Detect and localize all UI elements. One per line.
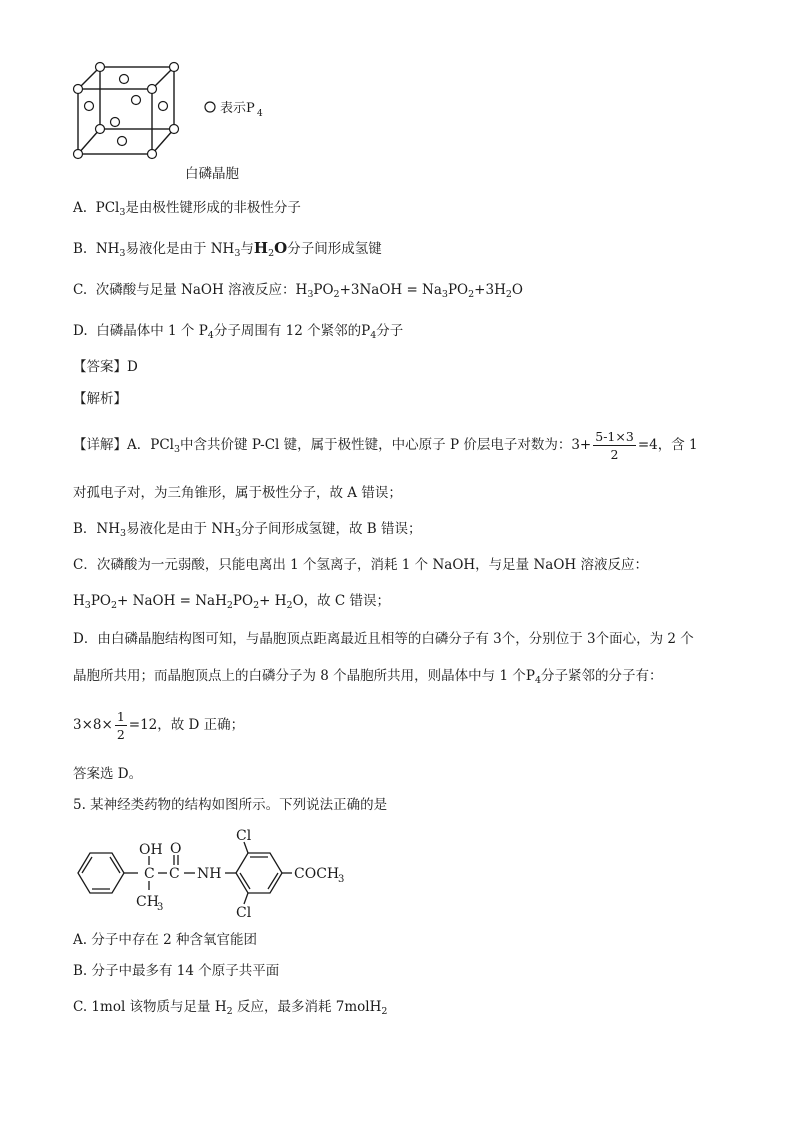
equation: +3H [474,282,506,298]
analysis-label: 【解析】 [73,391,127,407]
formula: NH [96,521,121,537]
equation: PO [447,282,469,298]
fraction-numerator: 1 [116,709,125,724]
detail-text: 【详解】A． [73,437,151,453]
carbonyl-oxygen-label: O [170,841,182,857]
white-phosphorus-unit-cell-figure [60,55,290,190]
subscript: 3 [119,207,126,218]
equation: O [292,593,304,609]
detail-text: 易液化是由于 [126,521,208,537]
subscript: 3 [119,248,126,259]
question-5-stem: 5. 某神经类药物的结构如图所示。下列说法正确的是 [73,797,388,813]
formula: O [274,239,288,257]
formula: PCl [95,200,120,216]
detail-d-line2 [73,667,662,690]
equation: + H [259,593,287,609]
detail-text: B． [73,521,97,537]
detail-a-line1 [73,426,698,464]
subscript: 2 [110,600,118,611]
subscript: 3 [338,874,345,885]
equation: + NaOH = NaH [117,593,227,609]
carbon-label: C [169,866,180,882]
subscript: 4 [370,330,377,341]
subscript: 4 [207,330,214,341]
detail-d-line3 [73,705,244,745]
subscript: 2 [333,289,340,300]
detail-text: ，故 C 错误； [303,593,391,609]
amine-label: NH [197,866,222,882]
option-letter: A. [73,200,88,216]
legend-text: 表示P [220,101,255,116]
subscript: 2 [505,289,512,300]
subscript: 3 [441,289,448,300]
subscript: 4 [534,675,541,686]
option-letter: C. [73,282,88,298]
carbon-label: C [144,866,155,882]
q5-option-c [73,998,387,1021]
detail-c-line1: C．次磷酸为一元弱酸，只能电离出 1 个氢离子，消耗 1 个 NaOH，与足量 NaOH 溶液反应： [73,557,648,573]
option-text: 分子间形成氢键 [287,241,382,257]
chlorine-top-label: Cl [236,828,252,844]
equation: PO [232,593,254,609]
equation: H [73,593,85,609]
fraction [593,428,636,463]
subscript: 3 [307,289,314,300]
subscript: 3 [234,248,241,259]
formula: PCl [150,437,174,453]
option-d [73,322,403,345]
option-c [73,281,523,304]
formula: NH [95,241,120,257]
subscript: 3 [120,528,127,539]
fraction-numerator: 5-1×3 [595,429,634,444]
subscript: 2 [468,289,475,300]
formula: H [214,999,227,1015]
detail-text: 晶胞所共用；而晶胞顶点上的白磷分子为 8 个晶胞所共用，则晶体中与 1 个 [73,668,526,684]
subscript: 2 [268,248,275,259]
hydroxyl-label: OH [139,842,163,858]
subscript: 2 [226,1006,233,1017]
detail-text: 中含共价键 P-Cl 键，属于极性键，中心原子 P 价层电子对数为： [180,437,572,453]
detail-c-equation [73,592,390,615]
answer-label: 【答案】D [73,359,138,375]
detail-d-line1: D．由白磷晶胞结构图可知，与晶胞顶点距离最近且相等的白磷分子有 3个，分别位于 3个面心，为 2 个 [73,631,694,647]
q5-option-b: B. 分子中最多有 14 个原子共平面 [73,963,280,979]
fraction-denominator: 2 [610,447,619,462]
equation: PO [90,593,111,609]
option-text: 是由极性键形成的非极性分子 [125,200,301,216]
option-letter: D. [73,323,88,339]
formula: P [525,668,535,684]
formula: H [253,239,269,257]
subscript: 2 [381,1006,388,1017]
detail-text: 分子紧邻的分子有： [540,668,663,684]
equation: O [511,282,523,298]
equation: PO [313,282,334,298]
option-letter: B. [73,241,88,257]
formula: H [369,999,382,1015]
fraction [115,708,127,743]
option-text: 分子周围有 12 个紧邻的P [213,323,371,339]
subscript: 2 [286,600,293,611]
fraction-denominator: 2 [116,727,125,742]
methyl-label: CH [136,894,159,910]
detail-text: 分子间形成氢键，故 B 错误； [241,521,422,537]
subscript: 3 [157,902,164,913]
formula: NH [211,521,235,537]
subscript: 3 [84,600,91,611]
chlorine-bottom-label: Cl [236,905,252,920]
final-answer: 答案选 D。 [73,766,143,782]
detail-text: 3×8× [73,717,113,733]
option-text: 分子 [376,323,404,339]
subscript: 3 [234,528,241,539]
equation: H [295,282,308,298]
option-text: 反应，最多消耗 7mol [236,999,370,1015]
subscript: 3 [173,444,181,455]
option-text: 白磷晶体中 1 个 P [96,323,208,339]
option-a [73,199,301,222]
subscript: 2 [226,600,233,611]
option-text: 次磷酸与足量 NaOH 溶液反应： [95,282,296,298]
drug-molecule-structure [70,828,370,920]
legend-subscript: 4 [257,109,263,119]
acetyl-label: COCH [294,866,340,882]
option-b [73,239,382,263]
detail-text: =4，含 1 [637,437,698,453]
subscript: 2 [253,600,260,611]
option-text: C. 1mol 该物质与足量 [73,999,211,1015]
option-text: 易液化是由于 NH [125,241,235,257]
detail-a-line2: 对孤电子对，为三角锥形，属于极性分子，故 A 错误； [73,485,402,501]
q5-option-a: A. 分子中存在 2 种含氧官能团 [73,932,258,948]
equation: +3NaOH = Na [339,282,442,298]
figure-caption: 白磷晶胞 [185,166,239,182]
option-text: 与 [240,241,254,257]
detail-text: 3+ [571,437,592,453]
detail-text: =12，故 D 正确； [128,717,245,733]
detail-b [73,520,422,543]
